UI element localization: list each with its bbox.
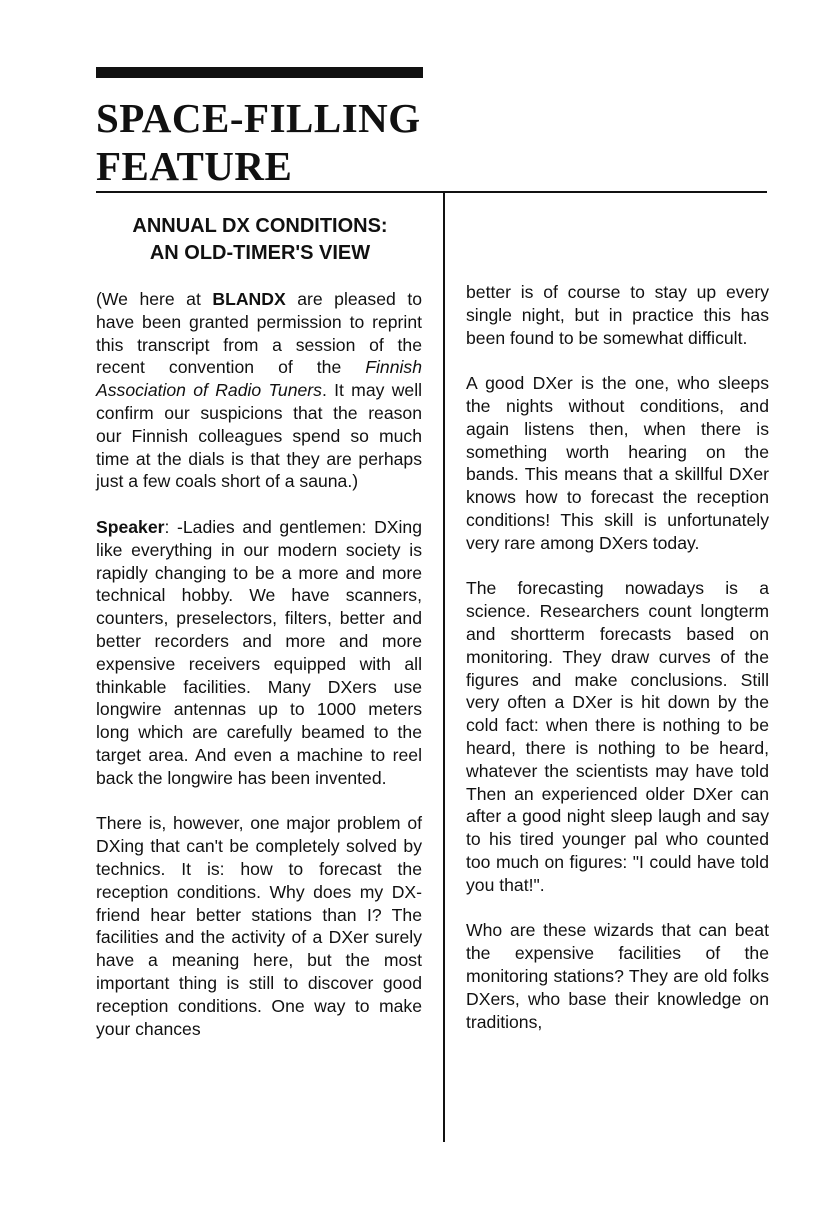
speaker-label: Speaker [96,516,165,537]
paragraph-3: There is, however, one major problem of DXing that can't be completely solved by technics. It is: how to forecast the reception conditions. Why does my DX-friend hear better stations than I? The facilities and the activity of a DXer surely have a meaning here, but the most important thing is still to discover good reception conditions. One way to make your chances [96,813,422,1039]
intro-paragraph [96,288,422,493]
intro-text-a: (We here at [96,289,213,309]
right-column [466,281,769,1056]
title-bar-decoration [96,67,423,78]
article-heading-line-1: ANNUAL DX CONDITIONS: [132,215,388,237]
page-title-line-1: SPACE-FILLING [96,95,421,141]
speaker-paragraph [96,516,422,790]
article-heading-line-2: AN OLD-TIMER'S VIEW [149,242,371,264]
paragraph-5: A good DXer is the one, who sleeps the nights without conditions, and again listens then, when there is something worth hearing on the bands. This means that a skillful DXer knows how to forecast the reception conditions! This skill is unfortunately very rare among DXers today. [466,373,769,553]
paragraph-4: better is of course to stay up every single night, but in practice this has been found to be somewhat difficult. [466,282,769,348]
intro-text-b: are pleased to have been granted permission to reprint this transcript from a session of the recent convention of the [96,289,422,378]
page-title [96,94,456,190]
column-divider [443,192,445,1142]
paragraph-6: The forecasting nowadays is a science. Researchers count longterm and shortterm forecasts based on monitoring. They draw curves of the figures and make conclusions. Still very often a DXer is hit down by the cold fact: when there is nothing to be heard, there is nothing to be heard, whatever the scientists may have told Then an experienced older DXer can after a good night sleep laugh and say to his tired younger pal who counted too much on figures: "I could have told you that!". [466,578,769,895]
page-title-line-2: FEATURE [96,143,293,189]
intro-text-c: . It may well confirm our suspicions that the reason our Finnish colleagues spend so much time at the dials is that they are perhaps just a few coals short of a sauna.) [96,380,423,492]
left-column [96,288,422,1063]
organization-name: Finnish Association of Radio Tuners [96,357,422,401]
brand-name: BLANDX [212,289,286,309]
speaker-text: : -Ladies and gentlemen: DXing like everything in our modern society is rapidly changing to be a more and more technical hobby. We have scanners, counters, preselectors, filters, better and better recorders and more and more expensive receivers equipped with all thinkable facilities. Many DXers use longwire antennas up to 1000 meters long which are carefully beamed to the target area. And even a machine to reel back the longwire has been invented. [96,516,422,788]
paragraph-7: Who are these wizards that can beat the expensive facilities of the monitoring stations? They are old folks DXers, who base their knowledge on traditions, [466,920,769,1032]
horizontal-divider [96,191,767,193]
article-heading [96,213,424,267]
